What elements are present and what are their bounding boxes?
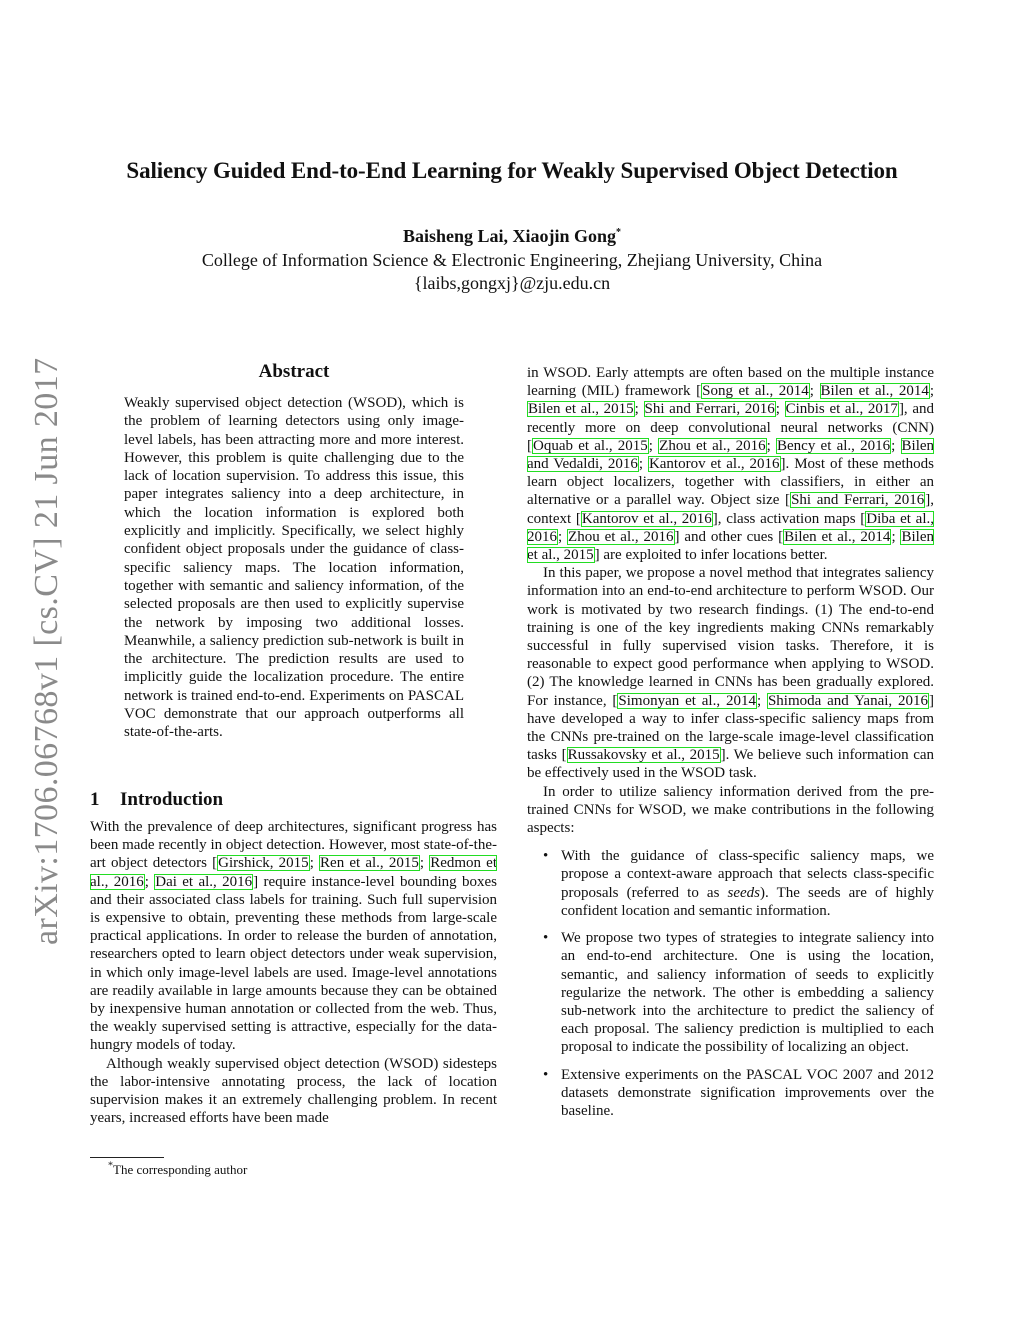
citation-link[interactable]: Girshick, 2015: [218, 855, 309, 872]
citation-link[interactable]: Diba et al., 2016: [527, 510, 934, 545]
abstract-body: Weakly supervised object detection (WSOD), which is the problem of learning detectors using only image-level labels, has been attracting more and more interest. However, this problem is quite challenging due to the lack of location supervision. To address this issue, this paper integrates saliency into a deep architecture, in which the location information is explored both explicitly and implicitly. Specifically, we select highly confident object proposals under the guidance of class-specific saliency maps. The location information, together with semantic and saliency information, of the selected proposals are then used to explicitly supervise the network by imposing two additional losses. Meanwhile, a saliency prediction sub-network is built in the architecture. The prediction results are used to implicitly guide the localization procedure. The entire network is trained end-to-end. Experiments on PASCAL VOC demonstrate that our approach outperforms all state-of-the-arts.: [124, 395, 464, 741]
intro-paragraph-3: in WSOD. Early attempts are often based on the multiple instance learning (MIL) framework [Song et al., 2014; Bilen et al., 2014; Bilen et al., 2015; Shi and Ferrari, 2016; Cinbis et al., 2017], and recently more on deep convolutional neural networks (CNN) [Oquab et al., 2015; Zhou et al., 2016; Bency et al., 2016; Bilen and Vedaldi, 2016; Kantorov et al., 2016]. Most of these methods learn object localizers, together with classifiers, in either an alternative or a parallel way. Object size [Shi and Ferrari, 2016], context [Kantorov et al., 2016], class activation maps [Diba et al., 2016; Zhou et al., 2016] and other cues [Bilen et al., 2014; Bilen et al., 2015] are exploited to infer locations better.: [527, 365, 935, 564]
citation-link[interactable]: Bilen et al., 2015: [527, 528, 934, 564]
citation-link[interactable]: Shi and Ferrari, 2016: [644, 401, 775, 418]
intro-paragraph-4: In this paper, we propose a novel method that integrates saliency information into an end-to-end architecture to perform WSOD. Our work is motivated by two research findings. (1) The end-to-end training is one of the key ingredients making CNNs remarkably successful in fully supervised vision tasks. Therefore, it is reasonable to expect good performance when applying to WSOD. (2) The knowledge learned in CNNs has been gradually explored. For instance, [Simonyan et al., 2014; Shimoda and Yanai, 2016] have developed a way to infer class-specific saliency maps from the CNNs pre-trained on the large-scale image-level classification tasks [Russakovsky et al., 2015]. We believe such information can be effectively used in the WSOD task.: [527, 565, 935, 782]
intro-paragraph-1: With the prevalence of deep architectures, significant progress has been made recently in object detection. However, most state-of-the-art object detectors [Girshick, 2015; Ren et al., 2015; Redmon et al., 2016; Dai et al., 2016] require instance-level bounding boxes and their associated class labels for training. Such full supervision is expensive to obtain, preventing these methods from large-scale practical applications. In order to release the burden of annotation, researchers opted to learn object detectors under weak supervision, in which only image-level labels are used. Image-level annotations are readily available in large amounts because they can be obtained by inexpensive human annotation or collected from the web. Thus, the weakly supervised setting is attractive, especially for the data-hungry models of today.: [90, 819, 498, 1054]
citation-link[interactable]: Song et al., 2014: [702, 383, 809, 400]
intro-column-left: [90, 818, 497, 1127]
citation-link[interactable]: Kantorov et al., 2016: [581, 510, 712, 527]
footnote: *The corresponding author: [108, 1160, 248, 1177]
footnote-rule: [90, 1157, 164, 1158]
author-email[interactable]: {laibs,gongxj}@zju.edu.cn: [413, 273, 611, 293]
citation-link[interactable]: Bilen et al., 2015: [528, 401, 634, 418]
intro-paragraph-2: Although weakly supervised object detection (WSOD) sidesteps the labor-intensive annotating process, the lack of location supervision makes it an extremely challenging problem. In recent years, increased efforts have been made: [90, 1055, 497, 1127]
arxiv-identifier[interactable]: arXiv:1706.06768v1 [cs.CV] 21 Jun 2017: [28, 357, 65, 945]
contributions-list: [527, 847, 934, 1120]
authors: Baisheng Lai, Xiaojin Gong*: [402, 226, 622, 246]
intro-column-right: [527, 364, 934, 1129]
citation-link[interactable]: Bilen et al., 2014: [784, 528, 891, 545]
citation-link[interactable]: Redmon et al., 2016: [90, 855, 498, 890]
section-heading-introduction: 1 Introduction: [90, 789, 224, 810]
citation-link[interactable]: Ren et al., 2015: [320, 855, 419, 872]
citation-link[interactable]: Bency et al., 2016: [777, 437, 891, 454]
citation-link[interactable]: Shi and Ferrari, 2016: [791, 492, 925, 509]
citation-link[interactable]: Simonyan et al., 2014: [618, 692, 756, 709]
citation-link[interactable]: Oquab et al., 2015: [533, 437, 648, 454]
citation-link[interactable]: Russakovsky et al., 2015: [567, 747, 720, 764]
citation-link[interactable]: Zhou et al., 2016: [659, 437, 766, 454]
paper-title: Saliency Guided End-to-End Learning for Weakly Supervised Object Detection: [126, 158, 898, 183]
list-item: • With the guidance of class-specific saliency maps, we propose a context-aware approach that selects class-specific proposals (referred to as seeds). The seeds are of highly confident location and semantic information.: [527, 847, 934, 920]
abstract-heading: Abstract: [258, 361, 330, 382]
author-footnote-mark: *: [616, 227, 622, 238]
citation-link[interactable]: Kantorov et al., 2016: [648, 456, 780, 473]
citation-link[interactable]: Dai et al., 2016: [155, 873, 253, 890]
list-item: • We propose two types of strategies to integrate saliency into an end-to-end architecture. One is using the location, semantic, and saliency information of seeds to explicitly regularize the network. The other is embedding a saliency sub-network into the architecture to predict the saliency of each proposal. The saliency prediction is multiplied to each proposal to indicate the possibility of localizing an object.: [527, 929, 934, 1056]
citation-link[interactable]: Bilen and Vedaldi, 2016: [527, 437, 935, 473]
citation-link[interactable]: Zhou et al., 2016: [568, 528, 674, 545]
list-item: • Extensive experiments on the PASCAL VOC 2007 and 2012 datasets demonstrate signification improvements over the baseline.: [527, 1066, 934, 1121]
citation-link[interactable]: Cinbis et al., 2017: [785, 401, 898, 418]
citation-link[interactable]: Shimoda and Yanai, 2016: [767, 692, 928, 709]
affiliation: College of Information Science & Electronic Engineering, Zhejiang University, China: [201, 250, 823, 270]
citation-link[interactable]: Bilen et al., 2014: [820, 383, 929, 400]
intro-paragraph-5: In order to utilize saliency information derived from the pre-trained CNNs for WSOD, we make contributions in the following aspects:: [527, 783, 934, 837]
